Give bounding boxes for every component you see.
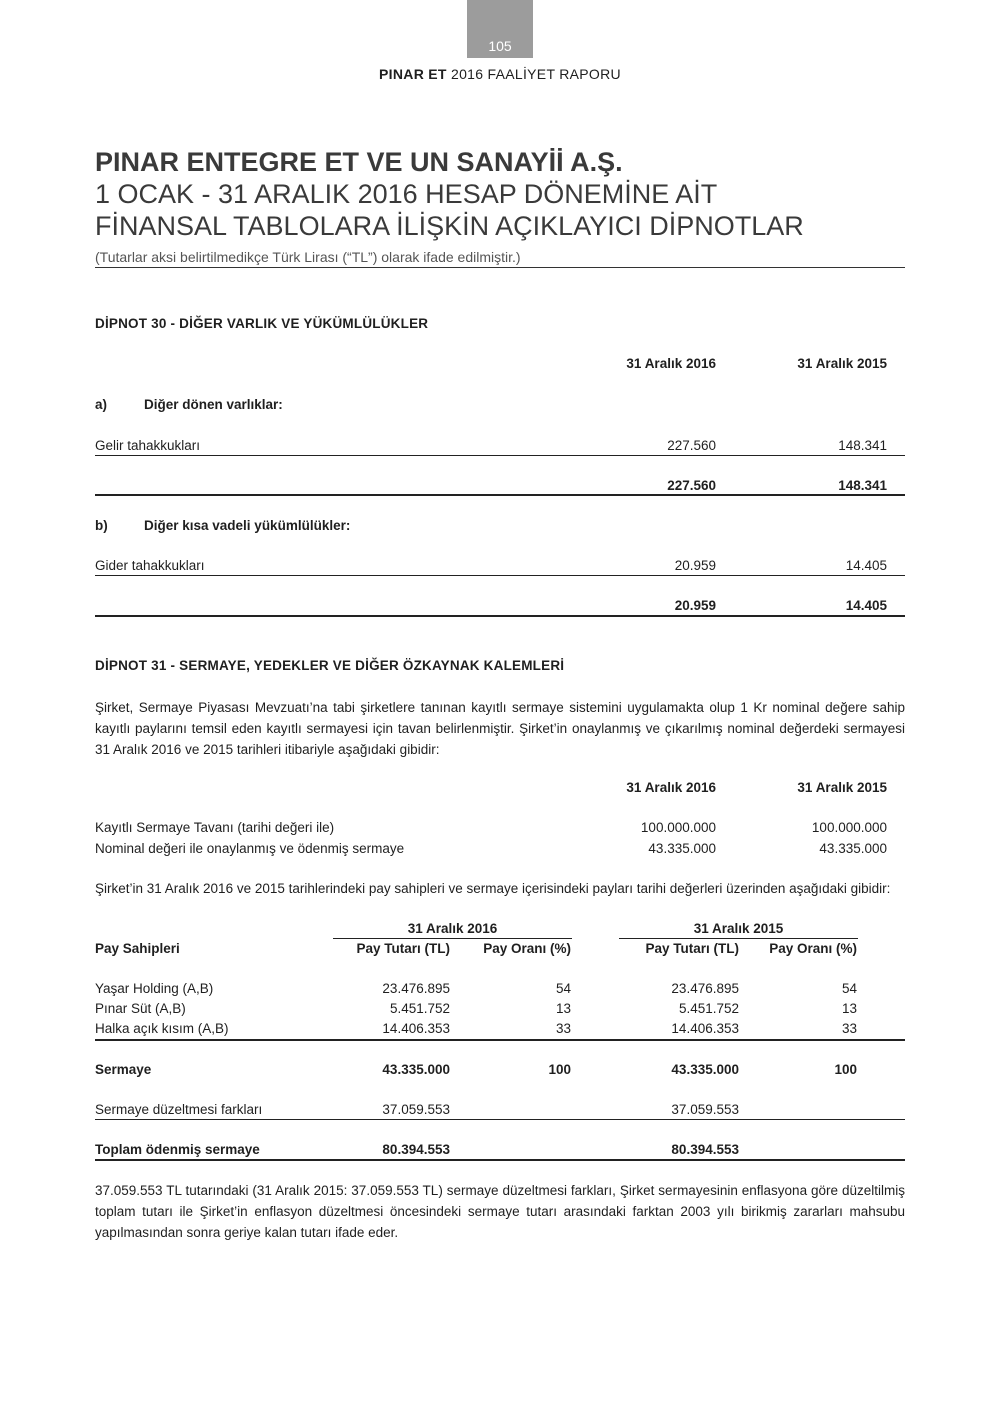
amount-2015: 5.451.752 — [678, 1001, 739, 1016]
adjustment-label: Sermaye düzeltmesi farkları — [95, 1102, 263, 1117]
group-header-2015: 31 Aralık 2015 — [619, 920, 858, 939]
header-amount-2015: Pay Tutarı (TL) — [645, 941, 739, 956]
note31-title: DİPNOT 31 - SERMAYE, YEDEKLER VE DİĞER ÖZKAYNAK KALEMLERİ — [95, 658, 565, 673]
note30-col-2016: 31 Aralık 2016 — [626, 356, 716, 371]
page-number-tab — [467, 0, 533, 58]
note30-title: DİPNOT 30 - DİĞER VARLIK VE YÜKÜMLÜLÜKLER — [95, 316, 429, 331]
total-2015: 80.394.553 — [671, 1142, 739, 1157]
adjustment-2016: 37.059.553 — [382, 1102, 450, 1117]
ratio-2016: 13 — [555, 1001, 571, 1016]
table-row — [95, 1020, 905, 1038]
capital-amount-2015: 43.335.000 — [671, 1062, 739, 1077]
amount-2015: 23.476.895 — [671, 981, 739, 996]
table-row — [95, 437, 905, 455]
value-2015: 43.335.000 — [819, 841, 887, 856]
capital-amount-2016: 43.335.000 — [382, 1062, 450, 1077]
heading-divider — [95, 267, 905, 268]
share-table-header — [95, 940, 905, 958]
section-a-letter: a) — [95, 397, 108, 412]
section-a-title: Diğer dönen varlıklar: — [144, 397, 283, 412]
row-label: Nominal değeri ile onaylanmış ve ödenmiş sermaye — [95, 841, 405, 856]
value-2015: 100.000.000 — [811, 820, 887, 835]
document-title: FİNANSAL TABLOLARA İLİŞKİN AÇIKLAYICI DİPNOTLAR — [95, 211, 804, 241]
amount-2016: 5.451.752 — [389, 1001, 450, 1016]
amount-2016: 14.406.353 — [382, 1021, 450, 1036]
group-header-2016: 31 Aralık 2016 — [333, 920, 572, 939]
row-label: Gider tahakkukları — [95, 558, 205, 573]
amount-2015: 14.406.353 — [671, 1021, 739, 1036]
total-row — [95, 477, 905, 495]
row-label: Kayıtlı Sermaye Tavanı (tarihi değeri ile) — [95, 820, 335, 835]
report-title — [0, 66, 1000, 82]
table-row — [95, 1000, 905, 1018]
header-ratio-2015: Pay Oranı (%) — [769, 941, 857, 956]
section-b-letter: b) — [95, 518, 108, 533]
amount-2016: 23.476.895 — [382, 981, 450, 996]
ratio-2015: 33 — [841, 1021, 857, 1036]
table-row — [95, 557, 905, 575]
total-2016: 227.560 — [667, 478, 716, 493]
value-2016: 43.335.000 — [648, 841, 716, 856]
total-2016: 80.394.553 — [382, 1142, 450, 1157]
total-2015: 148.341 — [838, 478, 887, 493]
value-2015: 148.341 — [838, 438, 887, 453]
value-2016: 227.560 — [667, 438, 716, 453]
page-number: 105 — [488, 38, 512, 54]
shareholder-name: Halka açık kısım (A,B) — [95, 1021, 229, 1036]
divider — [95, 1039, 905, 1041]
period-line: 1 OCAK - 31 ARALIK 2016 HESAP DÖNEMİNE AİT — [95, 179, 718, 209]
ratio-2016: 54 — [555, 981, 571, 996]
document-heading — [95, 146, 905, 268]
shareholder-name: Pınar Süt (A,B) — [95, 1001, 186, 1016]
divider — [95, 494, 905, 496]
currency-note: (Tutarlar aksi belirtilmedikçe Türk Lirası (“TL”) olarak ifade edilmiştir.) — [95, 249, 521, 265]
adjustment-row — [95, 1101, 905, 1119]
note31-paragraph-2: Şirket’in 31 Aralık 2016 ve 2015 tarihlerindeki pay sahipleri ve sermaye içerisindeki payları tarihi değerleri üzerinden aşağıdaki gibidir: — [95, 881, 891, 896]
header-shareholders: Pay Sahipleri — [95, 941, 180, 956]
row-label: Gelir tahakkukları — [95, 438, 201, 453]
note31-paragraph-3: 37.059.553 TL tutarındaki (31 Aralık 2015: 37.059.553 TL) sermaye düzeltmesi farkları, Şirket sermayesinin enflasyona göre düzeltilmiş toplam tutarı ile Şirket’in enflasyon düzeltmesi öncesindeki sermaye tutarı arasındaki farktan 2003 yılı birikmiş zararları mahsubu yapılmasından sonra geriye kalan tutarı ifade eder. — [95, 1183, 905, 1240]
note31-col-2015: 31 Aralık 2015 — [797, 780, 887, 795]
total-2016: 20.959 — [674, 598, 716, 613]
table-row — [95, 819, 905, 837]
company-name: PINAR ENTEGRE ET VE UN SANAYİİ A.Ş. — [95, 147, 623, 177]
value-2016: 20.959 — [674, 558, 716, 573]
capital-ratio-2016: 100 — [548, 1062, 571, 1077]
header-amount-2016: Pay Tutarı (TL) — [356, 941, 450, 956]
divider — [95, 1159, 905, 1161]
total-row — [95, 597, 905, 615]
ratio-2015: 54 — [841, 981, 857, 996]
table-row — [95, 840, 905, 858]
note30-col-2015: 31 Aralık 2015 — [797, 356, 887, 371]
divider — [95, 455, 905, 456]
total-2015: 14.405 — [845, 598, 887, 613]
total-label: Toplam ödenmiş sermaye — [95, 1142, 260, 1157]
ratio-2015: 13 — [841, 1001, 857, 1016]
divider — [95, 575, 905, 576]
value-2016: 100.000.000 — [640, 820, 716, 835]
section-b-title: Diğer kısa vadeli yükümlülükler: — [144, 518, 351, 533]
table-row — [95, 980, 905, 998]
report-brand: PINAR ET — [379, 66, 447, 82]
note31-paragraph-1: Şirket, Sermaye Piyasası Mevzuatı’na tabi şirketlere tanınan kayıtlı sermaye sistemini uygulamakta olup 1 Kr nominal değere sahip kayıtlı paylarını temsil eden kayıtlı sermayesi için tavan belirlenmiştir. Şirket’in onaylanmış ve çıkarılmış nominal değerdeki sermayesi 31 Aralık 2016 ve 2015 tarihleri itibariyle aşağıdaki gibidir: — [95, 700, 905, 757]
capital-label: Sermaye — [95, 1062, 152, 1077]
divider — [95, 1119, 905, 1120]
shareholder-name: Yaşar Holding (A,B) — [95, 981, 214, 996]
ratio-2016: 33 — [555, 1021, 571, 1036]
divider — [95, 615, 905, 617]
total-row — [95, 1141, 905, 1159]
capital-ratio-2015: 100 — [834, 1062, 857, 1077]
value-2015: 14.405 — [845, 558, 887, 573]
adjustment-2015: 37.059.553 — [671, 1102, 739, 1117]
header-ratio-2016: Pay Oranı (%) — [483, 941, 571, 956]
report-name: 2016 FAALİYET RAPORU — [451, 66, 621, 82]
capital-row — [95, 1061, 905, 1079]
note31-col-2016: 31 Aralık 2016 — [626, 780, 716, 795]
